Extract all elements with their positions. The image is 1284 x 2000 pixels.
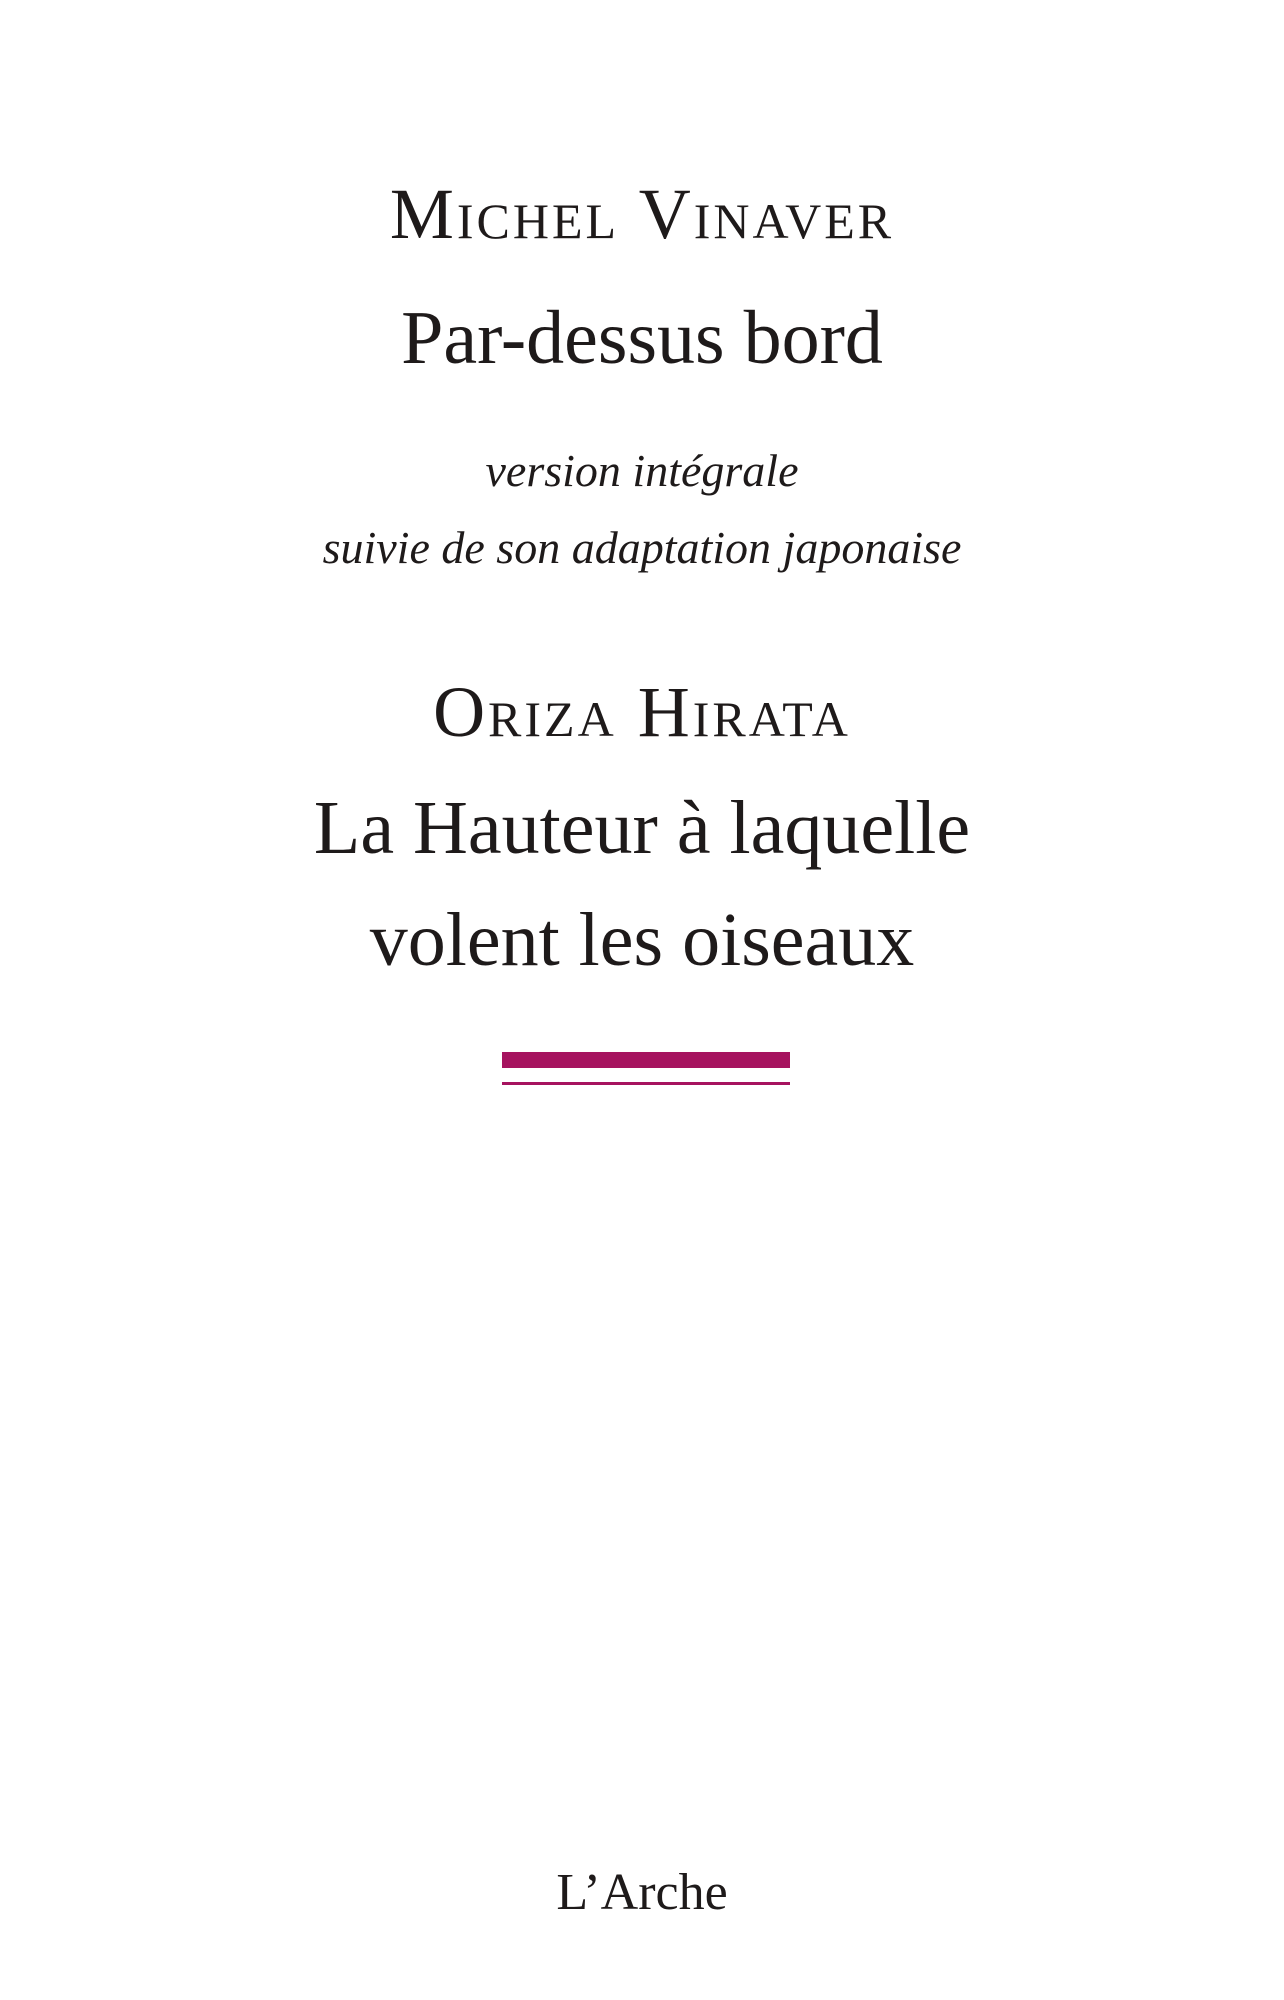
subtitle-line-2: suivie de son adaptation japonaise — [322, 522, 962, 573]
ornament-thick-rule — [502, 1052, 790, 1068]
title-2-line-1: La Hauteur à laquelle — [313, 786, 971, 870]
title-1: Par-dessus bord — [401, 296, 883, 380]
author-1: Michel Vinaver — [389, 174, 895, 254]
title-2-line-2: volent les oiseaux — [369, 898, 915, 982]
author-2: Oriza Hirata — [433, 672, 851, 752]
publisher-name: L’Arche — [556, 1864, 728, 1921]
ornament-thin-rule — [502, 1082, 790, 1085]
subtitle-line-1: version intégrale — [485, 445, 799, 496]
